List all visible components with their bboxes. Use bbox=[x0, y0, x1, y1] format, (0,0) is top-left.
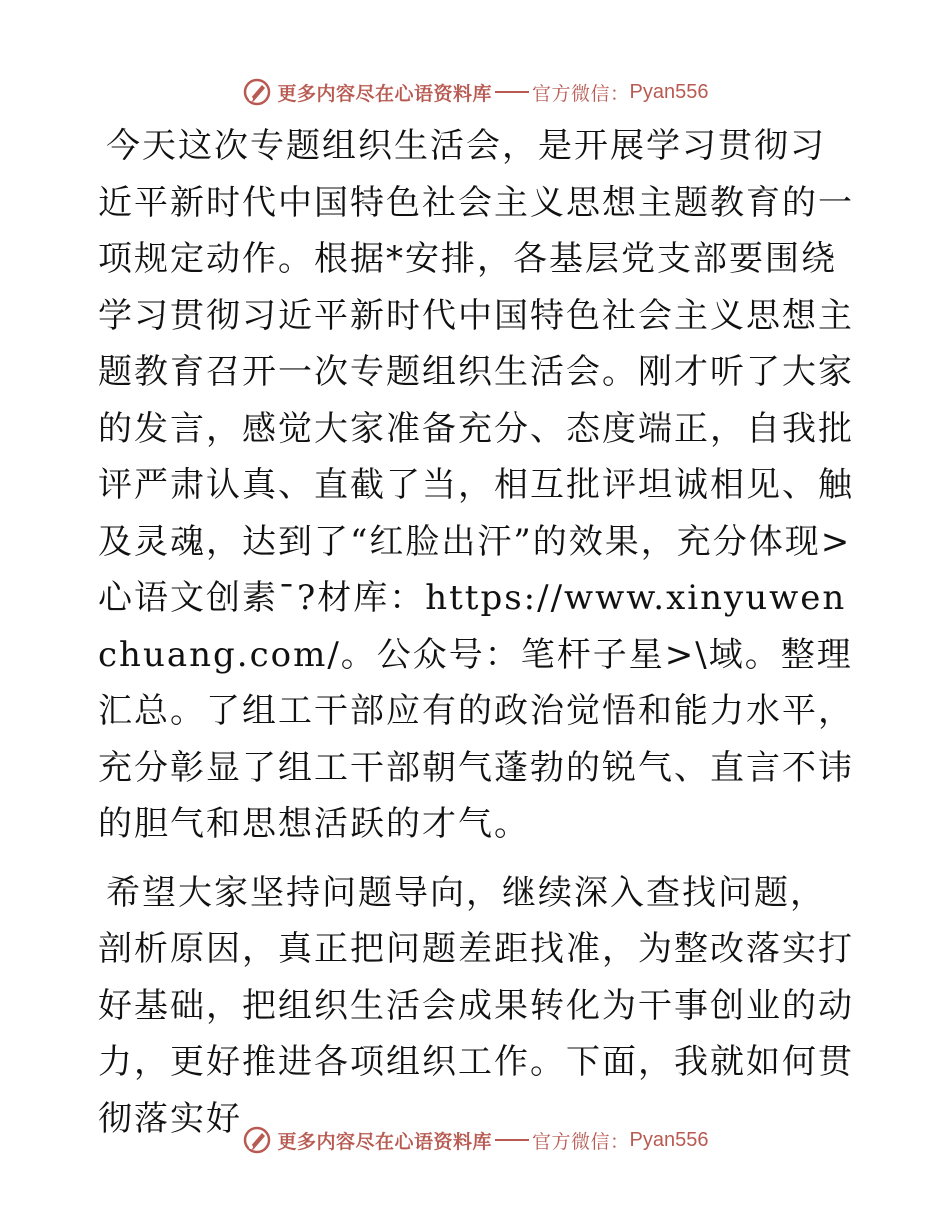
paragraph-2: 希望大家坚持问题导向，继续深入查找问题，剖析原因，真正把问题差距找准，为整改落实打好基础，把组织生活会成果转化为干事创业的动力，更好推进各项组织工作。下面，我就如何贯彻落实好 bbox=[98, 872, 854, 1139]
paragraph-1: 今天这次专题组织生活会，是开展学习贯彻习近平新时代中国特色社会主义思想主题教育的一项规定动作。根据*安排，各基层党支部要围绕学习贯彻习近平新时代中国特色社会主义思想主题教育召开一次专题组织生活会。刚才听了大家的发言，感觉大家准备充分、态度端正，自我批评严肃认真、直截了当，相互批评坦诚相见、触及灵魂，达到了“红脸出汗”的效果，充分体现>心语文创素¯?材库：https://www.xinyuwenchuang.com/。公众号：笔杆子星>\域。整理汇总。了组工干部应有的政治觉悟和能力水平，充分彰显了组工干部朝气蓬勃的锐气、直言不讳的胆气和思想活跃的才气。 bbox=[98, 126, 854, 844]
banner-divider bbox=[495, 1139, 529, 1141]
wechat-id: Pyan556 bbox=[629, 1128, 709, 1151]
header-banner bbox=[0, 72, 950, 112]
pen-circle-logo-icon bbox=[242, 77, 272, 107]
document-body bbox=[98, 118, 858, 1147]
pen-circle-logo-icon bbox=[242, 1125, 272, 1155]
banner-divider bbox=[495, 91, 529, 93]
wechat-label: 官方微信： bbox=[532, 82, 630, 105]
promo-text: 更多内容尽在心语资料库 bbox=[277, 1130, 493, 1153]
promo-text: 更多内容尽在心语资料库 bbox=[277, 82, 493, 105]
footer-banner bbox=[0, 1120, 950, 1160]
wechat-id: Pyan556 bbox=[629, 80, 709, 103]
wechat-label: 官方微信： bbox=[532, 1130, 630, 1153]
